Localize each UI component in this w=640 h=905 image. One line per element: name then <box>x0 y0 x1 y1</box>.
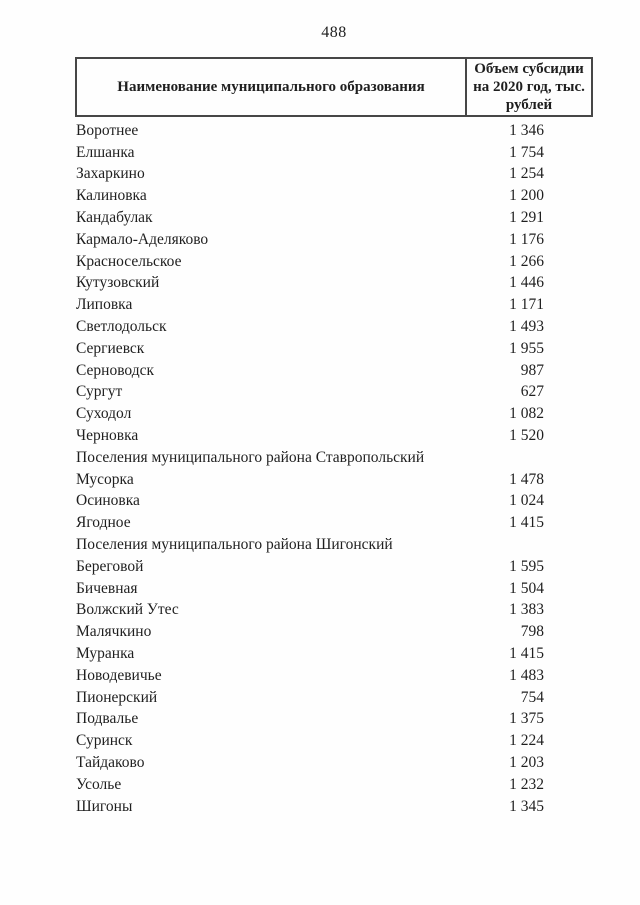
row-name: Черновка <box>76 427 139 445</box>
table-body <box>75 117 593 818</box>
row-value: 1 024 <box>509 492 544 510</box>
table-row <box>75 709 593 731</box>
table-row <box>75 316 593 338</box>
row-value: 1 171 <box>509 296 544 314</box>
row-value: 1 266 <box>509 252 544 270</box>
table-row <box>75 578 593 600</box>
table-row <box>75 207 593 229</box>
row-name: Елшанка <box>76 143 135 161</box>
subsidy-table <box>75 57 593 818</box>
row-name: Новодевичье <box>76 666 162 684</box>
row-value: 1 504 <box>509 579 544 597</box>
row-name: Захаркино <box>76 165 145 183</box>
row-value: 1 200 <box>509 187 544 205</box>
row-name: Суходол <box>76 405 132 423</box>
row-name: Серноводск <box>76 361 155 379</box>
row-name: Кандабулак <box>76 209 153 227</box>
row-name: Усолье <box>76 775 122 793</box>
row-name: Муранка <box>76 645 135 663</box>
table-row <box>75 403 593 425</box>
row-name: Сергиевск <box>76 339 145 357</box>
row-value: 1 232 <box>509 775 544 793</box>
table-row <box>75 164 593 186</box>
page-number: 488 <box>321 24 347 41</box>
row-name: Малячкино <box>76 623 152 641</box>
row-name: Светлодольск <box>76 318 167 336</box>
table-row <box>75 360 593 382</box>
row-value: 1 254 <box>509 165 544 183</box>
table-row <box>75 142 593 164</box>
table-row <box>75 294 593 316</box>
table-row <box>75 774 593 796</box>
row-name: Липовка <box>76 296 133 314</box>
row-name: Воротнее <box>76 121 139 139</box>
table-row <box>75 643 593 665</box>
row-name: Сургут <box>76 383 123 401</box>
row-value: 1 375 <box>509 710 544 728</box>
row-name: Кутузовский <box>76 274 160 292</box>
table-row <box>75 120 593 142</box>
row-name: Бичевная <box>76 579 138 597</box>
table-row <box>75 796 593 818</box>
row-value: 1 595 <box>509 557 544 575</box>
row-value: 1 345 <box>509 797 544 815</box>
row-name: Береговой <box>76 557 144 575</box>
row-value: 754 <box>520 688 544 706</box>
row-value: 1 082 <box>509 405 544 423</box>
table-row <box>75 752 593 774</box>
row-value: 1 415 <box>509 645 544 663</box>
table-header-row <box>75 57 593 117</box>
page-content <box>75 0 593 818</box>
table-row <box>75 491 593 513</box>
row-value: 1 346 <box>509 121 544 139</box>
row-value: 1 493 <box>509 318 544 336</box>
table-row <box>75 447 593 469</box>
row-value: 1 483 <box>509 666 544 684</box>
table-row <box>75 556 593 578</box>
row-value: 1 383 <box>509 601 544 619</box>
column-header-municipality-name: Наименование муниципального образования <box>77 59 467 115</box>
column-header-subsidy-volume: Объем субсидии на 2020 год, тыс. рублей <box>473 60 585 114</box>
row-name: Осиновка <box>76 492 140 510</box>
row-value: 1 446 <box>509 274 544 292</box>
row-value: 1 754 <box>509 143 544 161</box>
row-name: Кармало-Аделяково <box>76 230 209 248</box>
row-value: 1 955 <box>509 339 544 357</box>
table-row <box>75 730 593 752</box>
row-value: 1 291 <box>509 209 544 227</box>
row-value: 627 <box>520 383 544 401</box>
table-row <box>75 382 593 404</box>
table-row <box>75 185 593 207</box>
table-row <box>75 251 593 273</box>
table-row <box>75 665 593 687</box>
row-value: 1 478 <box>509 470 544 488</box>
row-name: Волжский Утес <box>76 601 179 619</box>
table-row <box>75 534 593 556</box>
row-name: Суринск <box>76 732 133 750</box>
row-name: Красносельское <box>76 252 182 270</box>
table-row <box>75 338 593 360</box>
row-name: Калиновка <box>76 187 147 205</box>
row-value: 987 <box>520 361 544 379</box>
row-value: 1 224 <box>509 732 544 750</box>
row-value: 798 <box>520 623 544 641</box>
table-row <box>75 273 593 295</box>
row-name: Мусорка <box>76 470 134 488</box>
row-name: Пионерский <box>76 688 158 706</box>
row-value: 1 203 <box>509 754 544 771</box>
row-name: Поселения муниципального района Шигонский <box>76 536 393 554</box>
table-row <box>75 600 593 622</box>
row-name: Ягодное <box>76 514 131 532</box>
row-name: Шигоны <box>76 797 133 815</box>
table-row <box>75 425 593 447</box>
row-value: 1 520 <box>509 427 544 445</box>
table-row <box>75 229 593 251</box>
table-row <box>75 687 593 709</box>
row-value: 1 176 <box>509 230 544 248</box>
row-name: Тайдаково <box>76 754 145 771</box>
table-row <box>75 512 593 534</box>
row-name: Поселения муниципального района Ставропольский <box>76 448 425 466</box>
table-row <box>75 621 593 643</box>
row-value: 1 415 <box>509 514 544 532</box>
row-name: Подвалье <box>76 710 139 728</box>
table-row <box>75 469 593 491</box>
